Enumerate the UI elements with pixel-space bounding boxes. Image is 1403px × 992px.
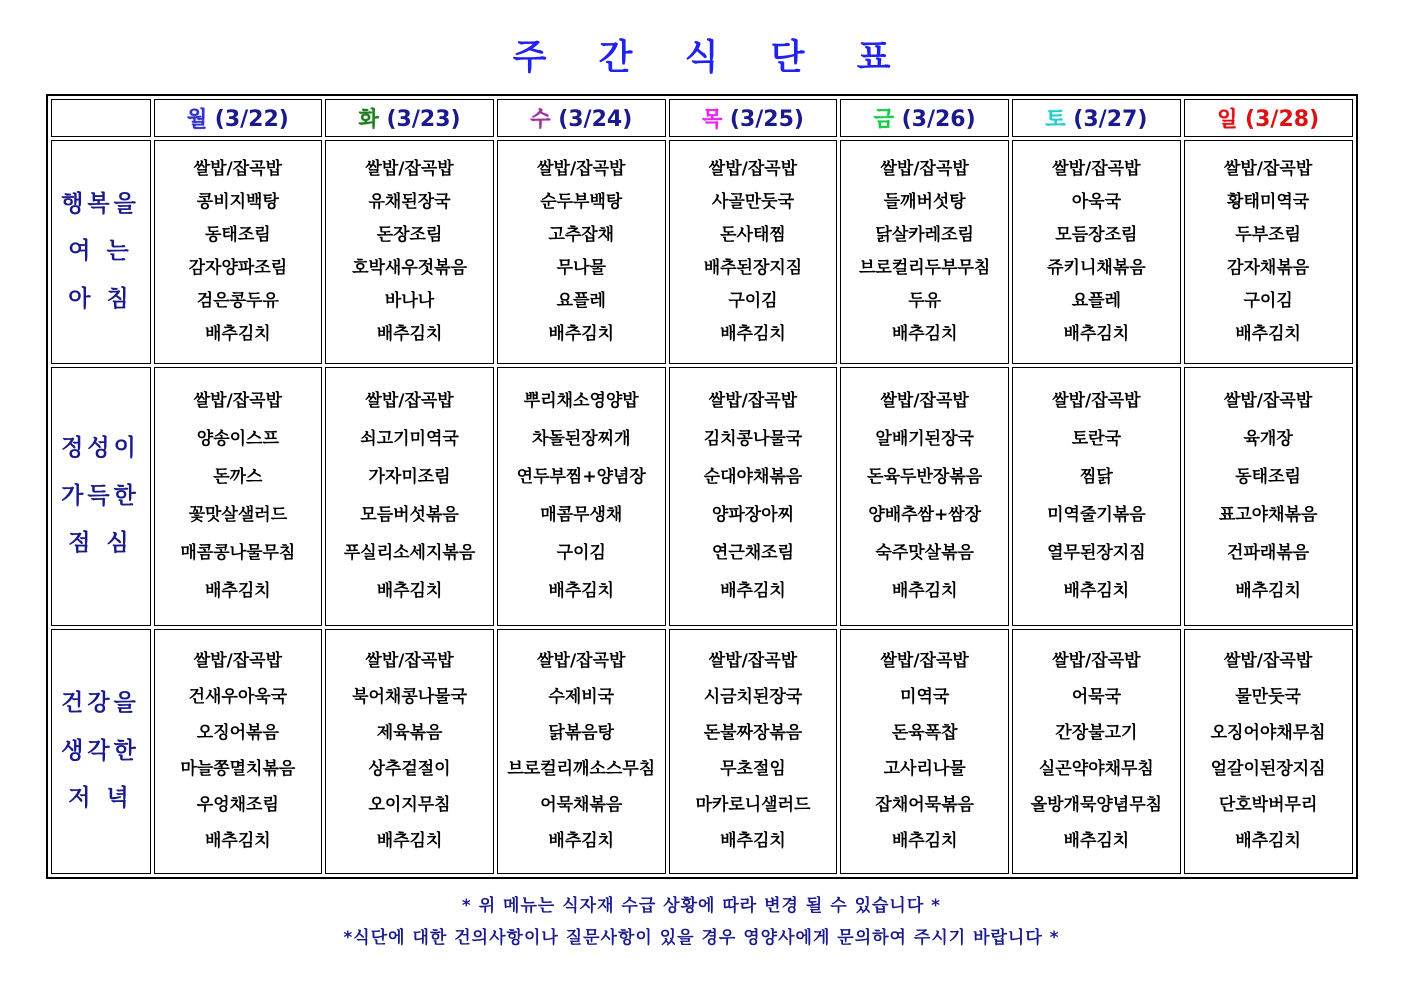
day-char: 일	[1217, 107, 1238, 131]
menu-item: 배추김치	[720, 324, 786, 344]
menu-cell-r0-c3	[669, 140, 838, 364]
menu-item: 배추김치	[376, 324, 443, 344]
menu-cell-r2-c0	[154, 629, 323, 874]
menu-item: 검은콩두유	[196, 291, 279, 311]
menu-item: 쌀밥/잡곡밥	[537, 651, 626, 671]
menu-item: 구이김	[1243, 291, 1293, 311]
menu-item: 쌀밥/잡곡밥	[1052, 159, 1141, 179]
header-row	[51, 99, 1353, 137]
footer-notes	[0, 891, 1403, 948]
day-char: 수	[530, 107, 551, 131]
menu-item: 배추김치	[205, 831, 271, 851]
menu-item: 돈불짜장볶음	[703, 723, 803, 743]
menu-item: 닭살카레조림	[875, 225, 974, 245]
menu-item: 배추김치	[1235, 324, 1301, 344]
menu-item: 배추김치	[376, 831, 443, 851]
menu-cell-r0-c0	[154, 140, 323, 364]
menu-item: 배추김치	[1063, 581, 1130, 601]
menu-item: 꽃맛살샐러드	[188, 505, 288, 525]
menu-item: 배추김치	[205, 324, 271, 344]
menu-item: 마카로니샐러드	[695, 795, 811, 815]
menu-cell-r2-c4	[840, 629, 1009, 874]
day-date: (3/28)	[1237, 107, 1320, 132]
menu-item: 호박새우젓볶음	[352, 258, 468, 278]
day-char: 월	[186, 107, 208, 131]
menu-item: 매콤콩나물무침	[180, 543, 296, 563]
menu-item: 마늘쫑멸치볶음	[180, 759, 296, 779]
menu-item: 배추김치	[891, 581, 958, 601]
menu-item: 건파래볶음	[1227, 543, 1310, 563]
menu-item: 쌀밥/잡곡밥	[537, 159, 626, 179]
menu-item: 모듬장조림	[1055, 225, 1138, 245]
day-header-0	[154, 99, 323, 137]
menu-item: 물만둣국	[1235, 687, 1301, 707]
menu-item: 수제비국	[548, 687, 615, 707]
menu-item: 두부조림	[1235, 225, 1301, 245]
meal-row-1	[51, 367, 1353, 626]
menu-item: 실곤약야채무침	[1038, 759, 1154, 779]
menu-item: 쌀밥/잡곡밥	[880, 391, 969, 411]
menu-item: 건새우아욱국	[188, 687, 288, 707]
menu-item: 북어채콩나물국	[352, 687, 468, 707]
menu-cell-r2-c3	[669, 629, 838, 874]
menu-item: 쌀밥/잡곡밥	[365, 391, 454, 411]
meal-row-label-0	[51, 140, 151, 364]
menu-cell-r1-c5	[1012, 367, 1181, 626]
day-date: (3/27)	[1065, 107, 1148, 132]
meal-row-label-line: 점 심	[68, 530, 133, 557]
menu-item: 배추된장지짐	[703, 258, 803, 278]
menu-item: 미역국	[900, 687, 950, 707]
day-date: (3/24)	[550, 107, 633, 132]
menu-item: 배추김치	[720, 581, 786, 601]
menu-item: 어묵국	[1071, 687, 1121, 707]
meal-row-label-line: 행복을	[61, 190, 140, 217]
menu-cell-r0-c5	[1012, 140, 1181, 364]
menu-item: 쌀밥/잡곡밥	[1223, 391, 1313, 411]
menu-item: 동태조림	[205, 225, 271, 245]
meal-row-label-line: 건강을	[61, 690, 140, 717]
menu-item: 순대야채볶음	[703, 467, 803, 487]
menu-item: 쌀밥/잡곡밥	[1052, 391, 1141, 411]
menu-item: 우엉채조림	[196, 795, 279, 815]
meal-row-0	[51, 140, 1353, 364]
menu-item: 오징어야채무침	[1210, 723, 1326, 743]
day-char: 화	[358, 107, 379, 131]
menu-item: 배추김치	[1235, 831, 1301, 851]
menu-item: 무나물	[556, 258, 606, 278]
day-date: (3/26)	[893, 107, 976, 132]
menu-cell-r0-c2	[497, 140, 666, 364]
day-header-5	[1012, 99, 1181, 137]
menu-cell-r1-c4	[840, 367, 1009, 626]
meal-row-label-line: 정성이	[61, 435, 140, 462]
menu-item: 바나나	[384, 291, 435, 311]
menu-item: 어묵채볶음	[540, 795, 623, 815]
menu-item: 배추김치	[1063, 324, 1130, 344]
menu-cell-r1-c3	[669, 367, 838, 626]
menu-cell-r2-c1	[325, 629, 494, 874]
menu-item: 쥬키니채볶음	[1047, 258, 1146, 278]
menu-item: 알배기된장국	[875, 429, 974, 449]
menu-item: 쌀밥/잡곡밥	[708, 651, 798, 671]
menu-cell-r2-c5	[1012, 629, 1181, 874]
menu-item: 연두부찜+양념장	[516, 467, 646, 487]
menu-item: 쌀밥/잡곡밥	[193, 651, 283, 671]
meal-row-label-line: 가득한	[61, 482, 140, 509]
menu-item: 육개장	[1243, 429, 1293, 449]
menu-item: 숙주맛살볶음	[875, 543, 974, 563]
menu-item: 구이김	[728, 291, 778, 311]
menu-item: 사골만둣국	[711, 192, 795, 212]
menu-item: 시금치된장국	[703, 687, 803, 707]
meal-row-label-line: 여 는	[68, 238, 133, 265]
menu-item: 쌀밥/잡곡밥	[1052, 651, 1141, 671]
menu-item: 들깨버섯탕	[883, 192, 966, 212]
day-char: 금	[873, 107, 894, 131]
menu-item: 쌀밥/잡곡밥	[1223, 159, 1313, 179]
menu-item: 쌀밥/잡곡밥	[365, 651, 454, 671]
menu-item: 오징어볶음	[196, 723, 279, 743]
menu-cell-r1-c6	[1184, 367, 1353, 626]
day-header-3	[669, 99, 838, 137]
day-date: (3/23)	[378, 107, 461, 132]
menu-item: 두유	[908, 291, 942, 311]
menu-item: 돈육두반장볶음	[867, 467, 983, 487]
menu-item: 모듬버섯볶음	[360, 505, 459, 525]
menu-item: 돈까스	[213, 467, 263, 487]
menu-item: 브로컬리두부무침	[858, 258, 991, 278]
day-header-6	[1184, 99, 1353, 137]
menu-item: 양송이스프	[196, 429, 279, 449]
day-char: 목	[701, 107, 723, 131]
day-date: (3/22)	[207, 107, 289, 132]
menu-cell-r1-c2	[497, 367, 666, 626]
menu-item: 배추김치	[548, 831, 615, 851]
menu-item: 돈장조림	[376, 225, 443, 245]
day-date: (3/25)	[722, 107, 804, 132]
meal-row-label-1	[51, 367, 151, 626]
menu-item: 미역줄기볶음	[1047, 505, 1146, 525]
menu-item: 유채된장국	[368, 192, 451, 212]
menu-item: 토란국	[1071, 429, 1121, 449]
footer-note-1: * 위 메뉴는 식자재 수급 상황에 따라 변경 될 수 있습니다 *	[461, 896, 942, 916]
menu-item: 잡채어묵볶음	[875, 795, 974, 815]
menu-item: 쌀밥/잡곡밥	[708, 159, 798, 179]
meal-row-label-line: 생각한	[61, 737, 140, 764]
menu-item: 배추김치	[720, 831, 786, 851]
menu-cell-r1-c0	[154, 367, 323, 626]
menu-item: 배추김치	[376, 581, 443, 601]
menu-item: 쌀밥/잡곡밥	[365, 159, 454, 179]
menu-item: 순두부백탕	[540, 192, 623, 212]
menu-item: 감자채볶음	[1227, 258, 1310, 278]
menu-item: 배추김치	[1235, 581, 1301, 601]
day-header-4	[840, 99, 1009, 137]
menu-item: 매콤무생채	[540, 505, 623, 525]
menu-item: 돈육폭찹	[891, 723, 958, 743]
menu-item: 간장불고기	[1055, 723, 1138, 743]
menu-item: 쌀밥/잡곡밥	[880, 159, 969, 179]
menu-item: 쌀밥/잡곡밥	[193, 391, 283, 411]
menu-item: 양배추쌈+쌈장	[868, 505, 982, 525]
menu-item: 찜닭	[1079, 467, 1113, 487]
menu-item: 요플레	[556, 291, 606, 311]
menu-item: 동태조림	[1235, 467, 1301, 487]
day-char: 토	[1045, 107, 1066, 131]
menu-item: 요플레	[1071, 291, 1121, 311]
menu-item: 열무된장지짐	[1047, 543, 1146, 563]
menu-cell-r0-c4	[840, 140, 1009, 364]
menu-cell-r0-c6	[1184, 140, 1353, 364]
menu-item: 배추김치	[548, 581, 615, 601]
menu-item: 브로컬리깨소스무침	[507, 759, 656, 779]
meal-row-label-line: 저 녁	[68, 785, 133, 812]
menu-item: 푸실리소세지볶음	[343, 543, 476, 563]
menu-item: 고추잡채	[548, 225, 615, 245]
menu-item: 연근채조림	[711, 543, 795, 563]
menu-cell-r2-c6	[1184, 629, 1353, 874]
menu-item: 배추김치	[891, 831, 958, 851]
menu-item: 고사리나물	[883, 759, 966, 779]
menu-item: 차돌된장찌개	[531, 429, 631, 449]
menu-item: 아욱국	[1071, 192, 1121, 212]
menu-item: 얼갈이된장지짐	[1210, 759, 1326, 779]
menu-item: 상추겉절이	[368, 759, 451, 779]
menu-item: 쌀밥/잡곡밥	[1223, 651, 1313, 671]
menu-item: 표고야채볶음	[1218, 505, 1318, 525]
menu-item: 구이김	[556, 543, 606, 563]
menu-item: 단호박버무리	[1218, 795, 1318, 815]
menu-item: 콩비지백탕	[196, 192, 279, 212]
corner-cell	[51, 99, 151, 137]
menu-item: 닭볶음탕	[548, 723, 615, 743]
menu-item: 김치콩나물국	[703, 429, 803, 449]
page-title: 주 간 식 단 표	[512, 38, 911, 78]
menu-item: 돈사태찜	[720, 225, 786, 245]
menu-item: 배추김치	[205, 581, 271, 601]
menu-item: 배추김치	[548, 324, 615, 344]
menu-table	[46, 94, 1358, 879]
menu-cell-r1-c1	[325, 367, 494, 626]
menu-item: 쌀밥/잡곡밥	[880, 651, 969, 671]
menu-item: 쌀밥/잡곡밥	[193, 159, 283, 179]
menu-item: 황태미역국	[1227, 192, 1310, 212]
menu-item: 제육볶음	[376, 723, 443, 743]
menu-item: 오이지무침	[368, 795, 451, 815]
meal-row-2	[51, 629, 1353, 874]
menu-item: 배추김치	[891, 324, 958, 344]
meal-row-label-line: 아 침	[68, 285, 133, 312]
menu-item: 뿌리채소영양밥	[523, 391, 639, 411]
menu-cell-r0-c1	[325, 140, 494, 364]
menu-item: 쇠고기미역국	[360, 429, 459, 449]
day-header-2	[497, 99, 666, 137]
menu-item: 가자미조림	[368, 467, 451, 487]
menu-item: 무초절임	[720, 759, 786, 779]
menu-item: 양파장아찌	[711, 505, 795, 525]
footer-note-2: *식단에 대한 건의사항이나 질문사항이 있을 경우 영양사에게 문의하여 주시기 바랍니다 *	[343, 928, 1060, 948]
menu-item: 올방개묵양념무침	[1030, 795, 1163, 815]
menu-item: 쌀밥/잡곡밥	[708, 391, 798, 411]
day-header-1	[325, 99, 494, 137]
menu-item: 배추김치	[1063, 831, 1130, 851]
menu-cell-r2-c2	[497, 629, 666, 874]
meal-row-label-2	[51, 629, 151, 874]
menu-item: 감자양파조림	[188, 258, 288, 278]
